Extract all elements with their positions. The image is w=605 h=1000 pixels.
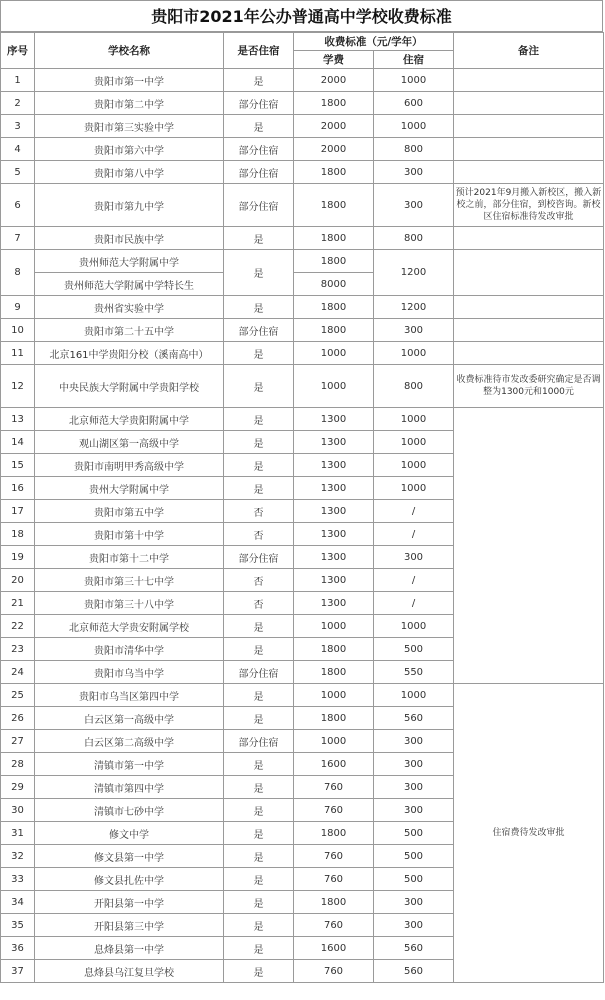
fee-table: [0, 32, 604, 983]
table-cell: 贵阳市乌当区第四中学: [35, 684, 224, 707]
table-cell: 1000: [374, 684, 454, 707]
table-row: [1, 227, 604, 250]
table-cell: 300: [374, 184, 454, 227]
table-cell: 1000: [374, 454, 454, 477]
table-cell: 清镇市第一中学: [35, 753, 224, 776]
table-cell: 500: [374, 822, 454, 845]
table-cell: 300: [374, 546, 454, 569]
table-cell: 部分住宿: [224, 184, 294, 227]
table-cell: 是: [224, 69, 294, 92]
table-cell: [454, 319, 604, 342]
table-cell: 300: [374, 753, 454, 776]
table-cell: 32: [1, 845, 35, 868]
table-cell: 560: [374, 937, 454, 960]
table-cell: 贵阳市第一中学: [35, 69, 224, 92]
table-cell: 是: [224, 115, 294, 138]
table-cell: 贵阳市民族中学: [35, 227, 224, 250]
table-cell: 18: [1, 523, 35, 546]
table-cell: 1600: [294, 753, 374, 776]
table-cell: 是: [224, 615, 294, 638]
table-cell: 是: [224, 707, 294, 730]
table-cell: 5: [1, 161, 35, 184]
table-cell: 1800: [294, 638, 374, 661]
table-cell: 部分住宿: [224, 138, 294, 161]
table-cell: 2000: [294, 115, 374, 138]
table-cell: 800: [374, 365, 454, 408]
table-cell: 修文县扎佐中学: [35, 868, 224, 891]
table-cell: /: [374, 523, 454, 546]
table-cell: 1000: [374, 431, 454, 454]
table-cell: /: [374, 592, 454, 615]
table-cell: 7: [1, 227, 35, 250]
table-cell: 贵州大学附属中学: [35, 477, 224, 500]
table-cell: 是: [224, 960, 294, 983]
table-cell: 2000: [294, 69, 374, 92]
table-cell: 是: [224, 868, 294, 891]
table-cell: 2: [1, 92, 35, 115]
table-cell: 1300: [294, 592, 374, 615]
table-cell: 住宿费待发改审批: [454, 684, 604, 983]
table-cell: 6: [1, 184, 35, 227]
table-cell: [454, 92, 604, 115]
table-cell: 贵阳市乌当中学: [35, 661, 224, 684]
table-cell: 是: [224, 914, 294, 937]
table-cell: 500: [374, 638, 454, 661]
table-cell: 17: [1, 500, 35, 523]
table-cell: 是: [224, 342, 294, 365]
table-cell: 是: [224, 937, 294, 960]
table-cell: 29: [1, 776, 35, 799]
table-cell: 部分住宿: [224, 730, 294, 753]
table-cell: 开阳县第三中学: [35, 914, 224, 937]
table-cell: 部分住宿: [224, 661, 294, 684]
table-cell: 部分住宿: [224, 92, 294, 115]
table-cell: 否: [224, 500, 294, 523]
table-cell: 1800: [294, 296, 374, 319]
table-cell: 300: [374, 891, 454, 914]
table-cell: 1800: [294, 891, 374, 914]
table-cell: 760: [294, 914, 374, 937]
table-cell: 1200: [374, 250, 454, 296]
table-cell: 11: [1, 342, 35, 365]
header-lodging: 住宿: [374, 51, 454, 69]
table-cell: 600: [374, 92, 454, 115]
table-row: [1, 115, 604, 138]
table-cell: 1000: [374, 615, 454, 638]
table-cell: 13: [1, 408, 35, 431]
table-cell: 21: [1, 592, 35, 615]
table-cell: 30: [1, 799, 35, 822]
table-cell: 预计2021年9月搬入新校区，搬入新校之前，部分住宿，到校咨询。新校区住宿标准待发改审批: [454, 184, 604, 227]
table-cell: 760: [294, 776, 374, 799]
table-cell: 27: [1, 730, 35, 753]
table-cell: 贵阳市第六中学: [35, 138, 224, 161]
table-cell: 1800: [294, 319, 374, 342]
table-cell: 1800: [294, 92, 374, 115]
table-cell: 1000: [374, 477, 454, 500]
table-cell: 1800: [294, 707, 374, 730]
table-cell: 760: [294, 799, 374, 822]
table-cell: 息烽县第一中学: [35, 937, 224, 960]
table-row: [1, 319, 604, 342]
table-cell: 贵州省实验中学: [35, 296, 224, 319]
table-cell: 23: [1, 638, 35, 661]
table-row: [1, 161, 604, 184]
table-cell: 息烽县乌江复旦学校: [35, 960, 224, 983]
table-cell: 36: [1, 937, 35, 960]
table-cell: 是: [224, 638, 294, 661]
header-boarding: 是否住宿: [224, 33, 294, 69]
table-cell: 北京师范大学贵安附属学校: [35, 615, 224, 638]
table-cell: 550: [374, 661, 454, 684]
table-row: [1, 296, 604, 319]
table-cell: 300: [374, 799, 454, 822]
table-cell: 9: [1, 296, 35, 319]
table-cell: 否: [224, 523, 294, 546]
table-row: [1, 138, 604, 161]
table-cell: 贵阳市第三十七中学: [35, 569, 224, 592]
table-cell: 1800: [294, 250, 374, 273]
table-cell: 1200: [374, 296, 454, 319]
table-cell: 贵阳市第三实验中学: [35, 115, 224, 138]
page-title: 贵阳市2021年公办普通高中学校收费标准: [0, 0, 603, 32]
table-row: [1, 92, 604, 115]
table-cell: 是: [224, 776, 294, 799]
table-cell: 是: [224, 477, 294, 500]
table-cell: 贵阳市清华中学: [35, 638, 224, 661]
table-cell: [454, 408, 604, 684]
table-cell: [454, 138, 604, 161]
table-cell: 1800: [294, 161, 374, 184]
table-cell: 760: [294, 845, 374, 868]
table-cell: 1300: [294, 454, 374, 477]
table-cell: 24: [1, 661, 35, 684]
table-cell: 贵阳市第五中学: [35, 500, 224, 523]
table-cell: 1300: [294, 431, 374, 454]
table-cell: 1300: [294, 523, 374, 546]
table-cell: 部分住宿: [224, 319, 294, 342]
table-cell: 是: [224, 799, 294, 822]
table-cell: 否: [224, 592, 294, 615]
table-cell: 开阳县第一中学: [35, 891, 224, 914]
table-cell: 贵阳市南明甲秀高级中学: [35, 454, 224, 477]
table-cell: 是: [224, 891, 294, 914]
table-cell: 白云区第一高级中学: [35, 707, 224, 730]
table-cell: 760: [294, 868, 374, 891]
table-cell: 1800: [294, 227, 374, 250]
table-cell: 北京161中学贵阳分校（溪南高中）: [35, 342, 224, 365]
table-cell: 8000: [294, 273, 374, 296]
table-cell: 1800: [294, 184, 374, 227]
table-cell: 是: [224, 365, 294, 408]
table-cell: 1000: [294, 615, 374, 638]
table-cell: 1000: [294, 365, 374, 408]
table-cell: 760: [294, 960, 374, 983]
table-cell: 贵州师范大学附属中学: [35, 250, 224, 273]
table-row: [1, 184, 604, 227]
table-cell: 是: [224, 250, 294, 296]
table-header-row: [1, 33, 604, 51]
table-cell: 是: [224, 753, 294, 776]
table-cell: 500: [374, 845, 454, 868]
table-cell: 14: [1, 431, 35, 454]
table-cell: [454, 227, 604, 250]
table-cell: [454, 161, 604, 184]
table-cell: 800: [374, 138, 454, 161]
table-cell: 1000: [374, 408, 454, 431]
table-cell: 560: [374, 707, 454, 730]
table-cell: 清镇市第四中学: [35, 776, 224, 799]
table-cell: 8: [1, 250, 35, 296]
table-cell: 是: [224, 822, 294, 845]
table-cell: 35: [1, 914, 35, 937]
table-cell: 中央民族大学附属中学贵阳学校: [35, 365, 224, 408]
table-cell: 是: [224, 227, 294, 250]
table-cell: 300: [374, 776, 454, 799]
table-cell: 贵阳市第十中学: [35, 523, 224, 546]
table-cell: 500: [374, 868, 454, 891]
table-cell: 26: [1, 707, 35, 730]
header-school: 学校名称: [35, 33, 224, 69]
table-cell: /: [374, 500, 454, 523]
table-cell: 3: [1, 115, 35, 138]
table-cell: 贵阳市第二十五中学: [35, 319, 224, 342]
table-row: [1, 250, 604, 273]
table-row: [1, 69, 604, 92]
table-cell: 300: [374, 161, 454, 184]
table-cell: 300: [374, 730, 454, 753]
table-cell: 12: [1, 365, 35, 408]
table-row: [1, 342, 604, 365]
table-cell: 19: [1, 546, 35, 569]
table-cell: 1300: [294, 546, 374, 569]
table-cell: 2000: [294, 138, 374, 161]
table-cell: 1000: [374, 69, 454, 92]
table-cell: 28: [1, 753, 35, 776]
table-cell: 560: [374, 960, 454, 983]
table-cell: 1000: [294, 684, 374, 707]
table-cell: 10: [1, 319, 35, 342]
table-cell: 是: [224, 431, 294, 454]
table-cell: 31: [1, 822, 35, 845]
table-cell: 贵阳市第三十八中学: [35, 592, 224, 615]
table-cell: 是: [224, 454, 294, 477]
table-cell: 34: [1, 891, 35, 914]
header-tuition: 学费: [294, 51, 374, 69]
table-cell: 收费标准待市发改委研究确定是否调整为1300元和1000元: [454, 365, 604, 408]
table-cell: 1300: [294, 569, 374, 592]
table-cell: 1000: [374, 342, 454, 365]
table-cell: 800: [374, 227, 454, 250]
header-seq: 序号: [1, 33, 35, 69]
table-cell: 1600: [294, 937, 374, 960]
table-cell: 贵阳市第八中学: [35, 161, 224, 184]
table-cell: [454, 115, 604, 138]
table-cell: /: [374, 569, 454, 592]
table-cell: 300: [374, 914, 454, 937]
table-cell: 1000: [374, 115, 454, 138]
table-cell: 白云区第二高级中学: [35, 730, 224, 753]
table-cell: 25: [1, 684, 35, 707]
table-cell: 1300: [294, 477, 374, 500]
table-cell: 16: [1, 477, 35, 500]
table-cell: 清镇市七砂中学: [35, 799, 224, 822]
table-cell: 22: [1, 615, 35, 638]
table-cell: 1000: [294, 342, 374, 365]
header-remark: 备注: [454, 33, 604, 69]
table-cell: 1300: [294, 500, 374, 523]
table-cell: 20: [1, 569, 35, 592]
table-cell: 否: [224, 569, 294, 592]
table-row: [1, 684, 604, 707]
table-cell: 是: [224, 408, 294, 431]
table-cell: 1: [1, 69, 35, 92]
table-cell: 是: [224, 296, 294, 319]
table-cell: [454, 296, 604, 319]
header-fee-group: 收费标准（元/学年）: [294, 33, 454, 51]
table-cell: 是: [224, 845, 294, 868]
table-cell: [454, 250, 604, 296]
table-cell: 33: [1, 868, 35, 891]
table-row: [1, 365, 604, 408]
table-cell: 修文中学: [35, 822, 224, 845]
table-cell: 300: [374, 319, 454, 342]
table-cell: 观山湖区第一高级中学: [35, 431, 224, 454]
table-cell: 15: [1, 454, 35, 477]
table-cell: 1800: [294, 822, 374, 845]
table-cell: 是: [224, 684, 294, 707]
table-cell: 北京师范大学贵阳附属中学: [35, 408, 224, 431]
table-cell: 修文县第一中学: [35, 845, 224, 868]
table-cell: [454, 342, 604, 365]
table-cell: 部分住宿: [224, 161, 294, 184]
table-cell: 37: [1, 960, 35, 983]
table-row: [1, 408, 604, 431]
table-cell: 1300: [294, 408, 374, 431]
table-cell: 贵州师范大学附属中学特长生: [35, 273, 224, 296]
table-cell: [454, 69, 604, 92]
table-cell: 贵阳市第二中学: [35, 92, 224, 115]
table-cell: 1000: [294, 730, 374, 753]
table-cell: 1800: [294, 661, 374, 684]
table-cell: 4: [1, 138, 35, 161]
table-cell: 贵阳市第九中学: [35, 184, 224, 227]
table-cell: 部分住宿: [224, 546, 294, 569]
table-cell: 贵阳市第十二中学: [35, 546, 224, 569]
